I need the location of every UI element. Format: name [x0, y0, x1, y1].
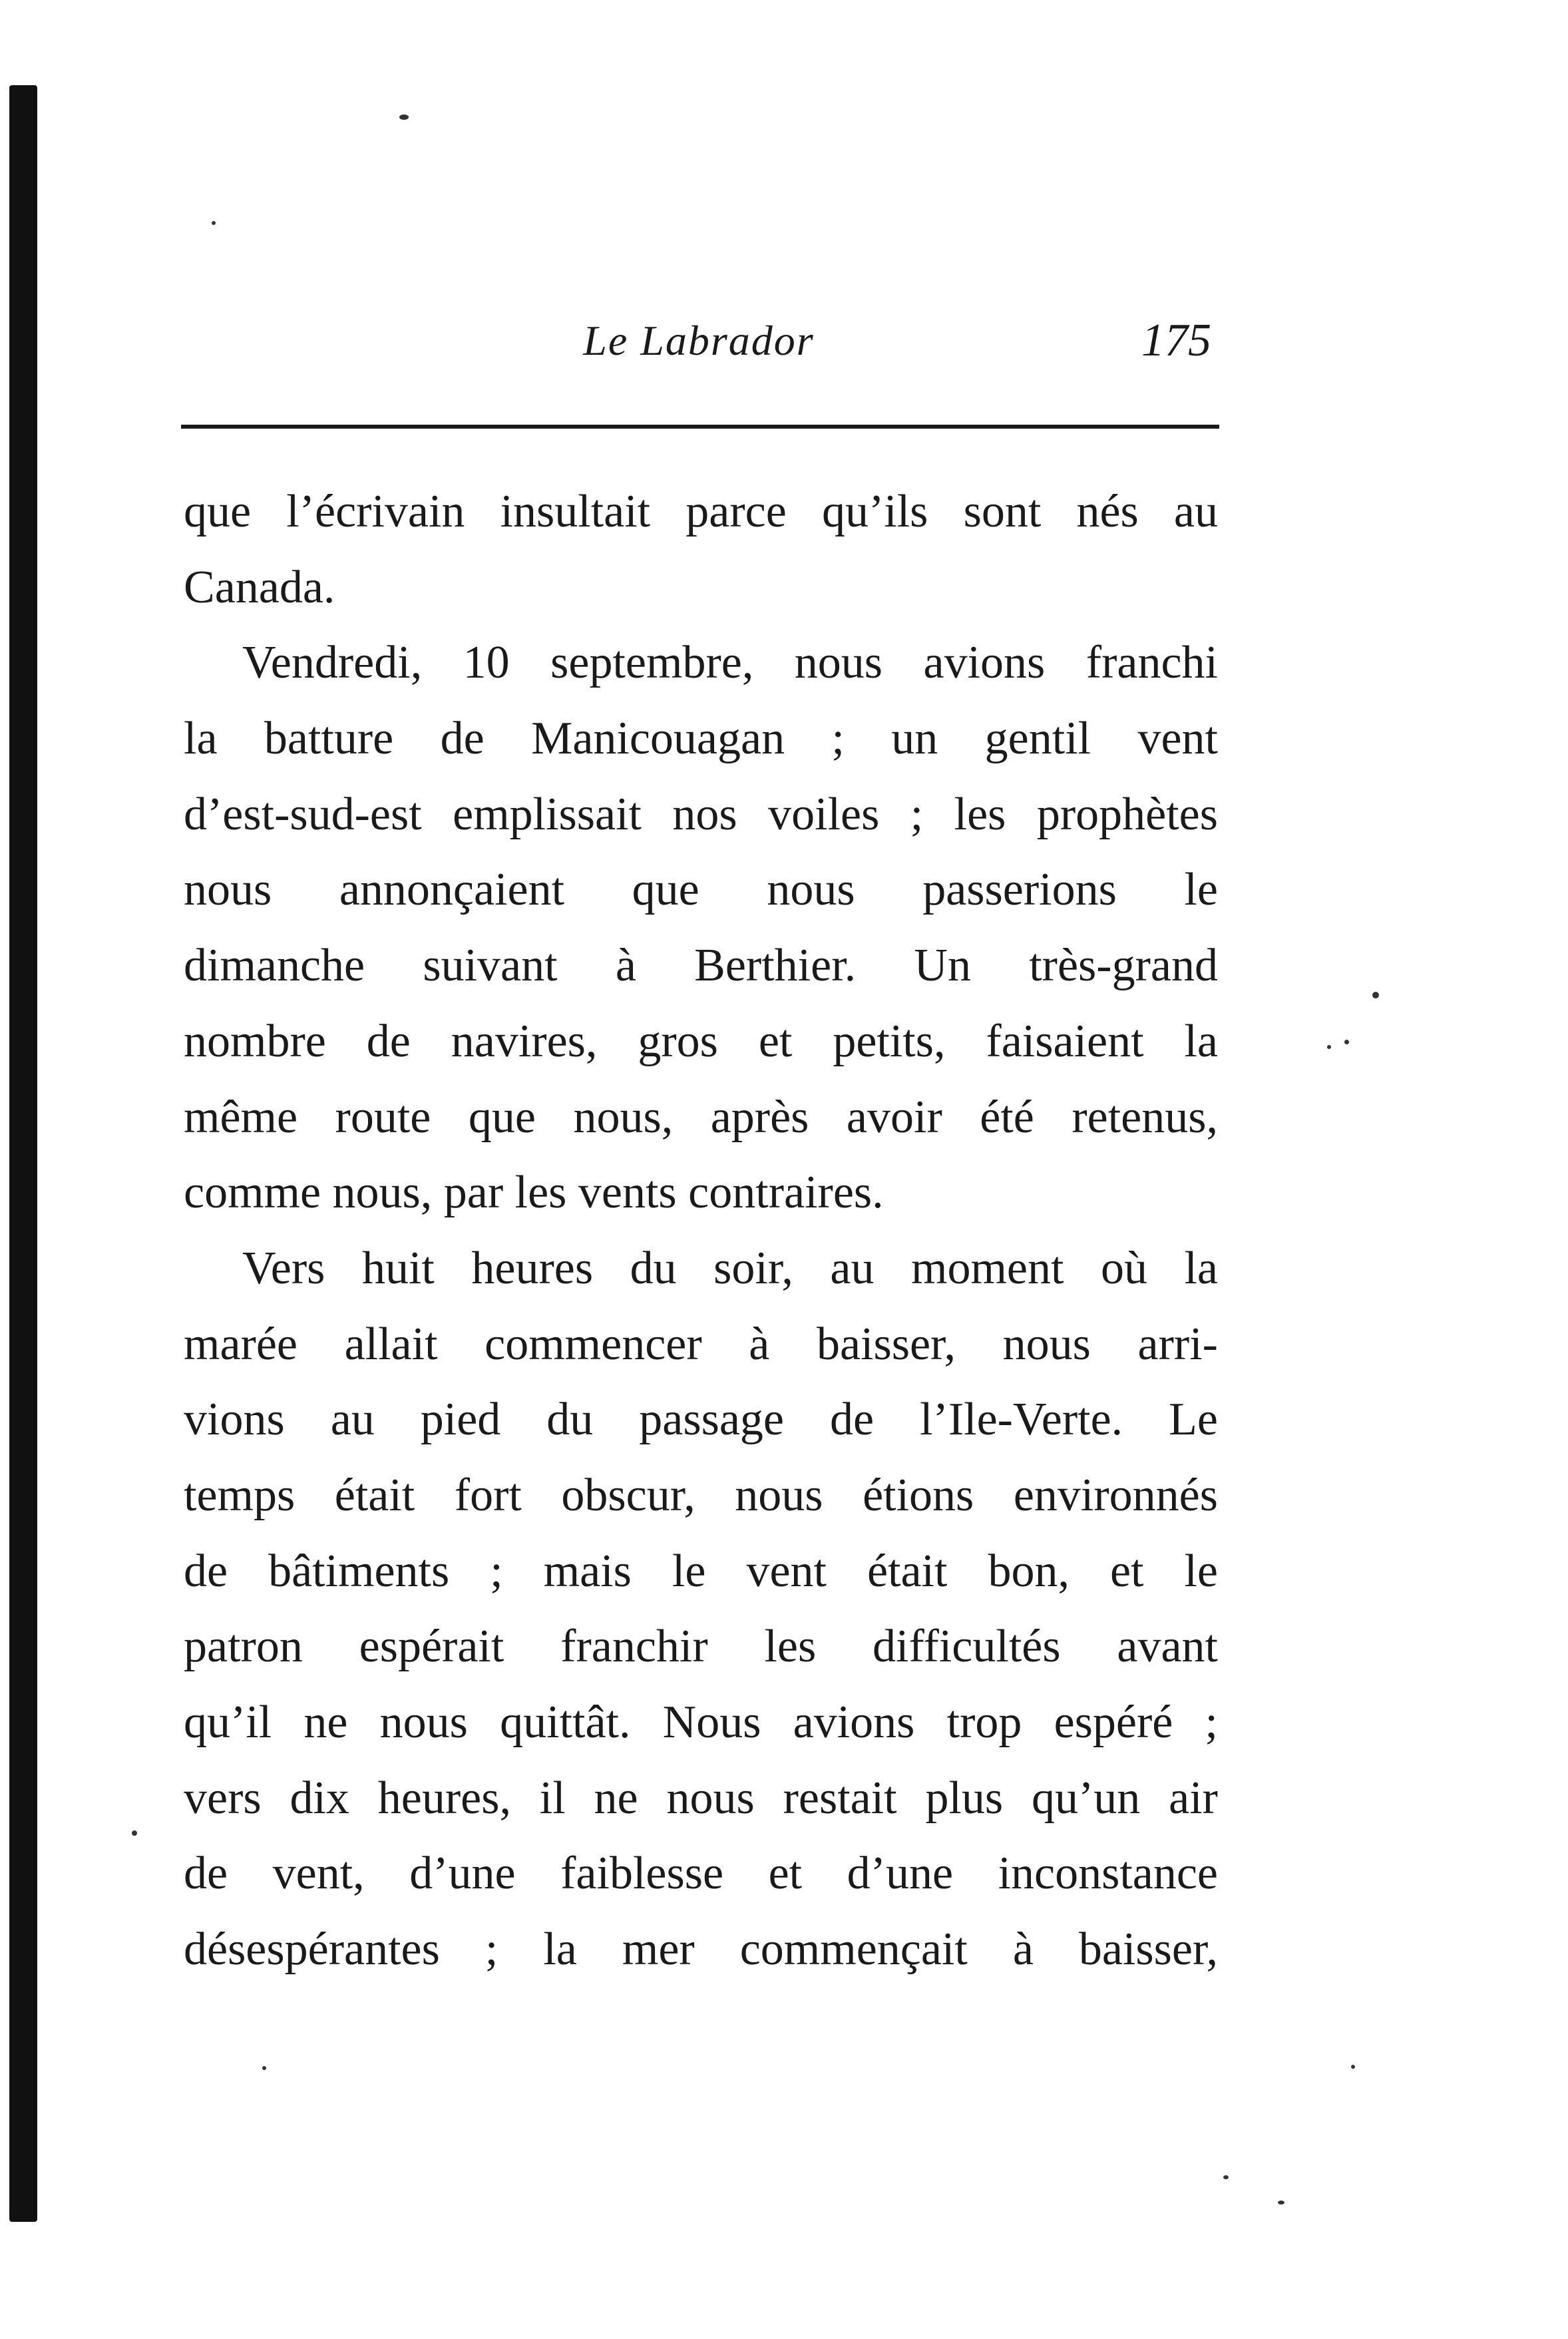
- text-line: Canada.: [184, 561, 335, 613]
- text-line: Vendredi, 10 septembre, nous avions franchi: [242, 637, 1218, 689]
- scan-speck: [1327, 1045, 1331, 1049]
- text-line: vers dix heures, il ne nous restait plus qu’un air: [184, 1772, 1218, 1824]
- text-line: même route que nous, après avoir été retenus,: [184, 1091, 1218, 1143]
- text-line: désespérantes ; la mer commençait à baisser,: [184, 1924, 1218, 1976]
- scan-speck: [262, 2066, 266, 2070]
- text-line: marée allait commencer à baisser, nous arri-: [184, 1318, 1218, 1370]
- text-line: temps était fort obscur, nous étions environnés: [184, 1469, 1218, 1521]
- text-line: d’est-sud-est emplissait nos voiles ; les prophètes: [184, 788, 1218, 840]
- running-head: [180, 308, 1218, 374]
- binding-edge-shadow: [9, 85, 37, 2222]
- text-line: qu’il ne nous quittât. Nous avions trop espéré ;: [184, 1697, 1218, 1748]
- running-title: Le Labrador: [583, 317, 815, 364]
- scan-speck: [1344, 1040, 1349, 1044]
- text-line: vions au pied du passage de l’Ile-Verte. Le: [184, 1394, 1218, 1446]
- scan-speck: [399, 114, 409, 120]
- scan-speck: [1351, 2065, 1355, 2069]
- text-line: dimanche suivant à Berthier. Un très-grand: [184, 940, 1218, 992]
- body-text: [184, 474, 1218, 1988]
- text-line: nous annonçaient que nous passerions le: [184, 864, 1218, 916]
- scan-speck: [132, 1830, 137, 1836]
- page-number: 175: [1141, 315, 1211, 366]
- text-line: nombre de navires, gros et petits, faisaient la: [184, 1015, 1218, 1067]
- header-rule: [181, 425, 1219, 429]
- text-line: patron espérait franchir les difficultés avant: [184, 1621, 1218, 1673]
- text-line: de vent, d’une faiblesse et d’une inconstance: [184, 1848, 1218, 1900]
- text-line: la batture de Manicouagan ; un gentil vent: [184, 713, 1218, 765]
- scan-speck: [1372, 992, 1379, 998]
- scan-speck: [212, 221, 216, 225]
- scan-speck: [1278, 2201, 1284, 2205]
- text-line: comme nous, par les vents contraires.: [184, 1167, 884, 1219]
- text-line: de bâtiments ; mais le vent était bon, et le: [184, 1545, 1218, 1597]
- text-line: que l’écrivain insultait parce qu’ils sont nés au: [184, 486, 1218, 537]
- scan-speck: [1223, 2175, 1229, 2179]
- text-line: Vers huit heures du soir, au moment où la: [242, 1242, 1218, 1294]
